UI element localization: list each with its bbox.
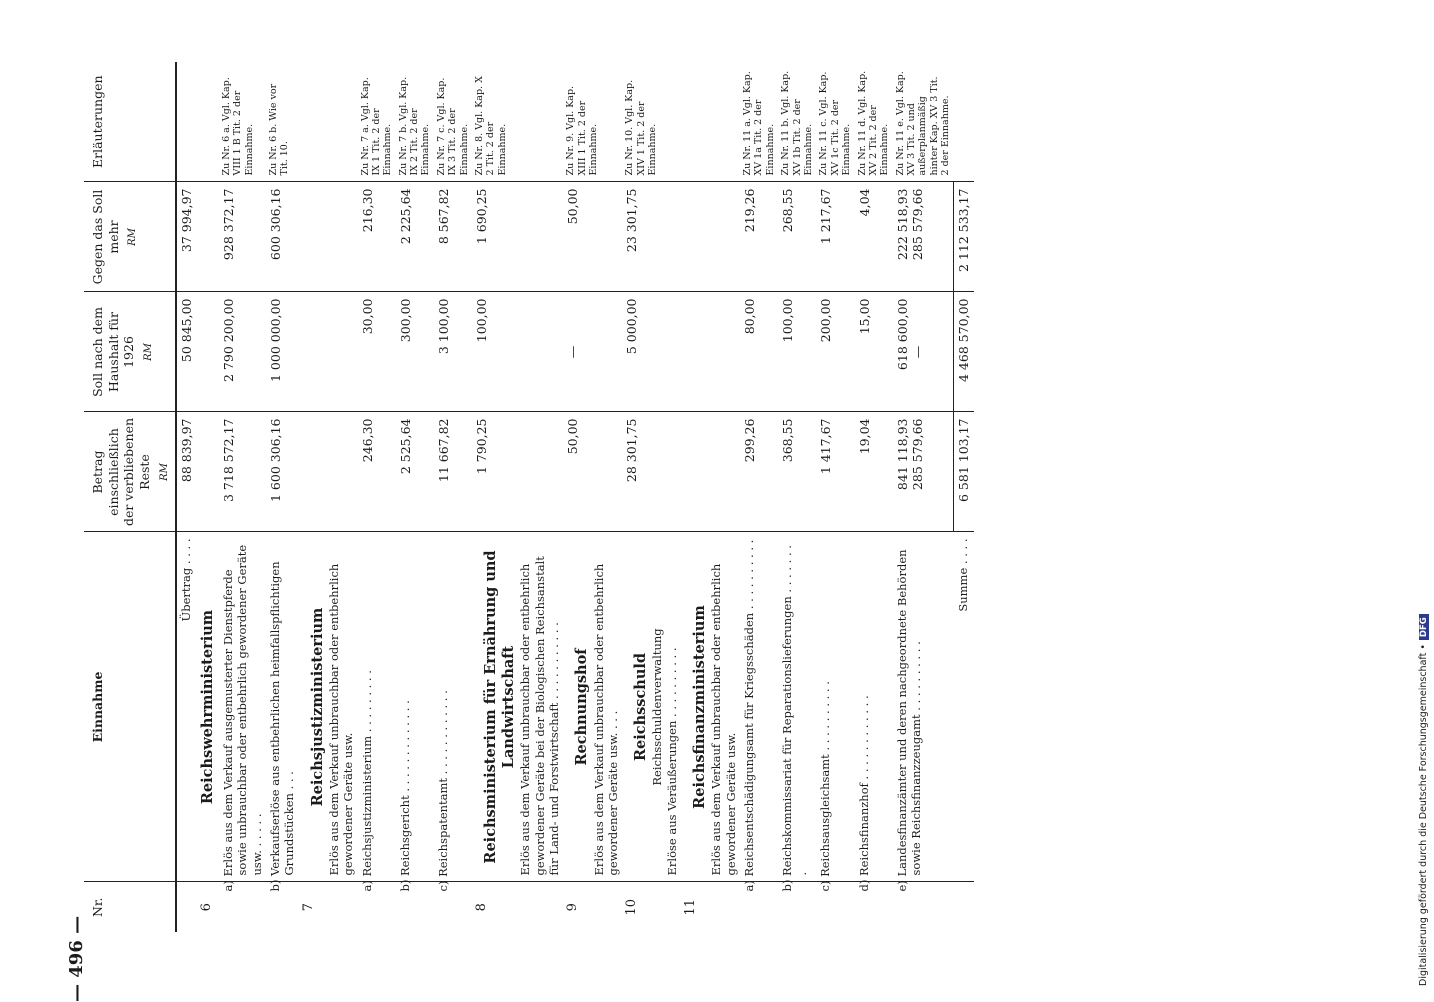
- betrag-value: 2 525,64: [396, 412, 434, 532]
- table-row: [563, 62, 622, 932]
- item-text: c) Reichsausgleichsamt . . . . . . . . . .: [816, 532, 854, 882]
- soll-value: 2 790 200,00: [219, 292, 266, 412]
- unit-label: RM: [142, 343, 154, 361]
- mehr-value: 4,04: [855, 182, 893, 292]
- betrag-value: 50,00: [563, 412, 622, 532]
- erlaeuterung: Zu Nr. 8. Vgl. Kap. X 2 Tit. 2 der Einnahme.: [472, 62, 563, 182]
- betrag-value: 1 600 306,16: [266, 412, 299, 532]
- soll-value: 100,00: [472, 292, 563, 412]
- betrag-value: 19,04: [855, 412, 893, 532]
- header-einnahme: [84, 532, 176, 882]
- soll-value: 30,00: [358, 292, 396, 412]
- row-number: 8: [474, 903, 490, 912]
- table-row: [396, 62, 434, 932]
- mehr-value: 23 301,75: [622, 182, 681, 292]
- table-row: [299, 62, 358, 932]
- uebertrag-mehr: 37 994,97: [176, 182, 197, 292]
- soll-value: 3 100,00: [434, 292, 472, 412]
- summe-mehr: 2 112 533,17: [954, 182, 974, 292]
- header-betrag: [84, 412, 176, 532]
- header-mehr: [84, 182, 176, 292]
- betrag-value: 28 301,75: [622, 412, 681, 532]
- table-row: [740, 62, 778, 932]
- item-text: e) Landesfinanzämter und deren nachgeordnete Behörden sowie Reichsfinanzzeugamt . . . . . . . . . .: [893, 532, 954, 882]
- credit-text: Digitalisierung gefördert durch die Deutsche Forschungsgemeinschaft •: [1418, 644, 1429, 986]
- table-row: [855, 62, 893, 932]
- header-mehr-label: Gegen das Soll mehr: [90, 189, 121, 285]
- table-row: [176, 62, 197, 932]
- table-row: [266, 62, 299, 932]
- table-row: [358, 62, 396, 932]
- header-nr: Nr.: [84, 882, 176, 932]
- betrag-value: 285 579,66: [910, 418, 926, 491]
- mehr-value: 2 225,64: [396, 182, 434, 292]
- mehr-value: 268,55: [778, 182, 816, 292]
- mehr-value: 8 567,82: [434, 182, 472, 292]
- ministry-heading: Reichsministerium für Ernährung und Landwirtschaft: [482, 550, 518, 864]
- mehr-value: 222 518,93: [894, 188, 910, 261]
- dfg-logo: DFG: [1419, 614, 1429, 640]
- soll-value: 200,00: [816, 292, 854, 412]
- item-text: Erlöse aus Veräußerungen . . . . . . . . . .: [664, 647, 679, 876]
- item-text: Erlös aus dem Verkauf unbrauchbar oder entbehrlich gewordener Geräte usw. . . .: [591, 563, 620, 876]
- subheading: Reichsschuldenverwaltung: [650, 628, 665, 786]
- lead-text: Erlös aus dem Verkauf unbrauchbar oder entbehrlich gewordener Geräte usw.: [709, 563, 738, 876]
- ministry-heading: Rechnungshof: [573, 648, 591, 766]
- mehr-value: 1 690,25: [472, 182, 563, 292]
- soll-value: 1 000 000,00: [266, 292, 299, 412]
- erlaeuterung: Zu Nr. 7 b. Vgl. Kap. IX 2 Tit. 2 der Einnahme.: [396, 62, 434, 182]
- table-row: [816, 62, 854, 932]
- erlaeuterung: Zu Nr. 11 a. Vgl. Kap. XV 1a Tit. 2 der Einnahme.: [740, 62, 778, 182]
- unit-label: RM: [127, 228, 139, 246]
- digitization-credit: [1418, 586, 1434, 986]
- betrag-value: 246,30: [358, 412, 396, 532]
- item-text: a) Reichsjustizministerium . . . . . . . . .: [358, 532, 396, 882]
- item-text: Erlös aus dem Verkauf unbrauchbar oder entbehrlich gewordener Geräte bei der Biologischen Reichsanstalt für Land- und Forstwirtschaft . . . . . . . . . . .: [518, 556, 562, 876]
- betrag-value: 1 417,67: [816, 412, 854, 532]
- soll-value: 618 600,00: [894, 298, 910, 371]
- erlaeuterung: Zu Nr. 7 c. Vgl. Kap. IX 3 Tit. 2 der Einnahme.: [434, 62, 472, 182]
- erlaeuterung: Zu Nr. 11 b. Vgl. Kap. XV 1b Tit. 2 der Einnahme.: [778, 62, 816, 182]
- item-text: b) Reichskommissariat für Reparationslieferungen . . . . . . . .: [778, 532, 816, 882]
- table-row: [219, 62, 266, 932]
- erlaeuterung: Zu Nr. 9. Vgl. Kap. XIII 1 Tit. 2 der Einnahme.: [563, 62, 622, 182]
- budget-table: [84, 62, 974, 932]
- row-number: 6: [198, 903, 214, 912]
- mehr-value: 219,26: [740, 182, 778, 292]
- rotated-page: [84, 62, 1344, 932]
- betrag-value: 368,55: [778, 412, 816, 532]
- erlaeuterung: Zu Nr. 6 b. Wie vor Tit. 10.: [266, 62, 299, 182]
- uebertrag-betrag: 88 839,97: [176, 412, 197, 532]
- table-row: [893, 62, 954, 932]
- mehr-value: 50,00: [563, 182, 622, 292]
- erlaeuterung: Zu Nr. 11 c. Vgl. Kap. XV 1c Tit. 2 der Einnahme.: [816, 62, 854, 182]
- header-erlaeuterungen: Erläuterungen: [84, 62, 176, 182]
- table-row: [681, 62, 740, 932]
- uebertrag-soll: 50 845,00: [176, 292, 197, 412]
- header-einnahme-label: Einnahme: [90, 671, 105, 743]
- ministry-heading: Reichsjustizministerium: [308, 607, 326, 807]
- row-number: 10: [624, 898, 640, 916]
- page-number: — 496 —: [66, 915, 87, 1002]
- row-number: 9: [565, 903, 581, 912]
- item-text: a) Reichsentschädigungsamt für Kriegsschäden . . . . . . . . . .: [740, 532, 778, 882]
- soll-value: 300,00: [396, 292, 434, 412]
- ministry-heading: Reichsfinanzministerium: [691, 605, 709, 809]
- soll-value: 100,00: [778, 292, 816, 412]
- soll-value: 15,00: [855, 292, 893, 412]
- betrag-value: 1 790,25: [472, 412, 563, 532]
- lead-text: Erlös aus dem Verkauf unbrauchbar oder entbehrlich gewordener Geräte usw.: [326, 563, 356, 876]
- item-text: c) Reichspatentamt . . . . . . . . . . . .: [434, 532, 472, 882]
- uebertrag-label: Übertrag . . . .: [176, 532, 197, 882]
- betrag-value: 841 118,93: [894, 418, 910, 491]
- table-row: [778, 62, 816, 932]
- header-betrag-label: Betrag einschließlich der verbliebenen Reste: [90, 417, 152, 527]
- betrag-value: 11 667,82: [434, 412, 472, 532]
- table-row: [472, 62, 563, 932]
- soll-value: —: [910, 345, 926, 359]
- ministry-heading: Reichsschuld: [632, 652, 650, 762]
- table-row: [197, 62, 219, 932]
- table-row: [434, 62, 472, 932]
- row-number: 7: [300, 903, 316, 912]
- erlaeuterung: Zu Nr. 11 d. Vgl. Kap. XV 2 Tit. 2 der Einnahme.: [855, 62, 893, 182]
- header-soll: [84, 292, 176, 412]
- mehr-value: 216,30: [358, 182, 396, 292]
- table-row: [622, 62, 681, 932]
- item-text: d) Reichsfinanzhof . . . . . . . . . . . .: [855, 532, 893, 882]
- erlaeuterung: Zu Nr. 10. Vgl. Kap. XIV 1 Tit. 2 der Einnahme.: [622, 62, 681, 182]
- soll-value: 80,00: [740, 292, 778, 412]
- header-soll-label: Soll nach dem Haushalt für 1926: [90, 307, 137, 397]
- erlaeuterung: Zu Nr. 11 e. Vgl. Kap. XV 3 Tit. 2 und außerplanmäßig hinter Kap. XV 3 Tit. 2 der Einnahme.: [893, 62, 954, 182]
- mehr-value: 285 579,66: [910, 188, 926, 261]
- mehr-value: 600 306,16: [266, 182, 299, 292]
- betrag-value: 3 718 572,17: [219, 412, 266, 532]
- ministry-heading: Reichswehrministerium: [197, 532, 219, 882]
- header-row: [84, 62, 176, 932]
- soll-value: 5 000,00: [622, 292, 681, 412]
- mehr-value: 1 217,67: [816, 182, 854, 292]
- erlaeuterung: Zu Nr. 7 a. Vgl. Kap. IX 1 Tit. 2 der Einnahme.: [358, 62, 396, 182]
- unit-label: RM: [158, 463, 170, 481]
- summe-soll: 4 468 570,00: [954, 292, 974, 412]
- row-number: 11: [683, 898, 699, 916]
- summe-label: Summe . . . .: [954, 532, 974, 882]
- erlaeuterung: Zu Nr. 6 a. Vgl. Kap. VIII 1 B Tit. 2 der Einnahme.: [219, 62, 266, 182]
- item-text: a) Erlös aus dem Verkauf ausgemusterter Dienstpferde sowie unbrauchbar oder entbehrlich gewordener Geräte usw. . . . . .: [219, 532, 266, 882]
- soll-value: —: [563, 292, 622, 412]
- betrag-value: 299,26: [740, 412, 778, 532]
- summe-betrag: 6 581 103,17: [954, 412, 974, 532]
- item-text: b) Verkaufserlöse aus entbehrlichen heimfallspflichtigen Grundstücken . . .: [266, 532, 299, 882]
- mehr-value: 928 372,17: [219, 182, 266, 292]
- item-text: b) Reichsgericht . . . . . . . . . . . . .: [396, 532, 434, 882]
- sum-row: [954, 62, 974, 932]
